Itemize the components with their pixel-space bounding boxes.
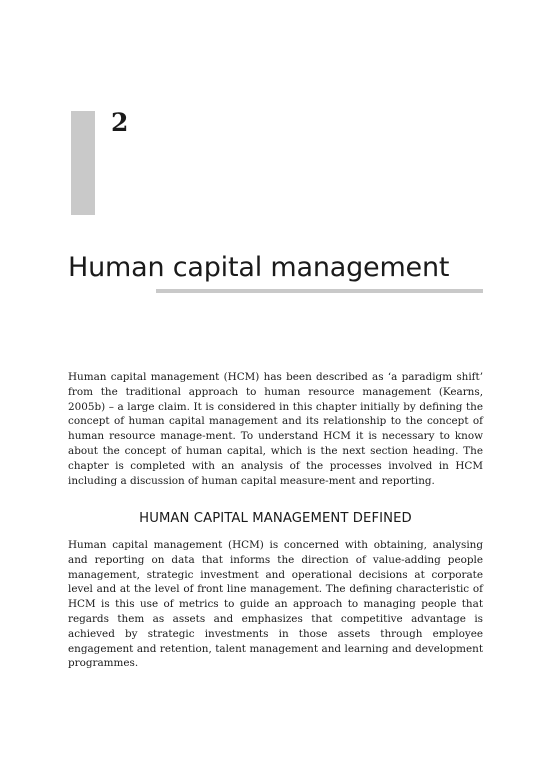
section-heading: HUMAN CAPITAL MANAGEMENT DEFINED — [139, 511, 412, 526]
intro-paragraph: Human capital management (HCM) has been described as ‘a paradigm shift’ from the traditional approach to human resource management (Kearns, 2005b) – a large claim. It is considered in this chapter initially by defining the concept of human capital management and its relationship to the concept of human resource manage-ment. To understand HCM it is necessary to know about the concept of human capital, which is the next section heading. The chapter is completed with an analysis of the processes involved in HCM including a discussion of human capital measure-ment and reporting. — [68, 371, 483, 487]
chapter-number: 2 — [111, 108, 129, 137]
chapter-marker-bar — [71, 111, 95, 215]
title-underline-rule — [156, 289, 483, 293]
section-paragraph: Human capital management (HCM) is concerned with obtaining, analysing and reporting on data that informs the direction of value-adding people management, strategic investment and operational decisions at corporate level and at the level of front line management. The defining characteristic of HCM is this use of metrics to guide an approach to managing people that regards them as assets and emphasizes that competitive advantage is achieved by strategic investments in those assets through employee engagement and retention, talent management and learning and development programmes. — [68, 539, 483, 670]
chapter-title: Human capital management — [68, 252, 450, 283]
